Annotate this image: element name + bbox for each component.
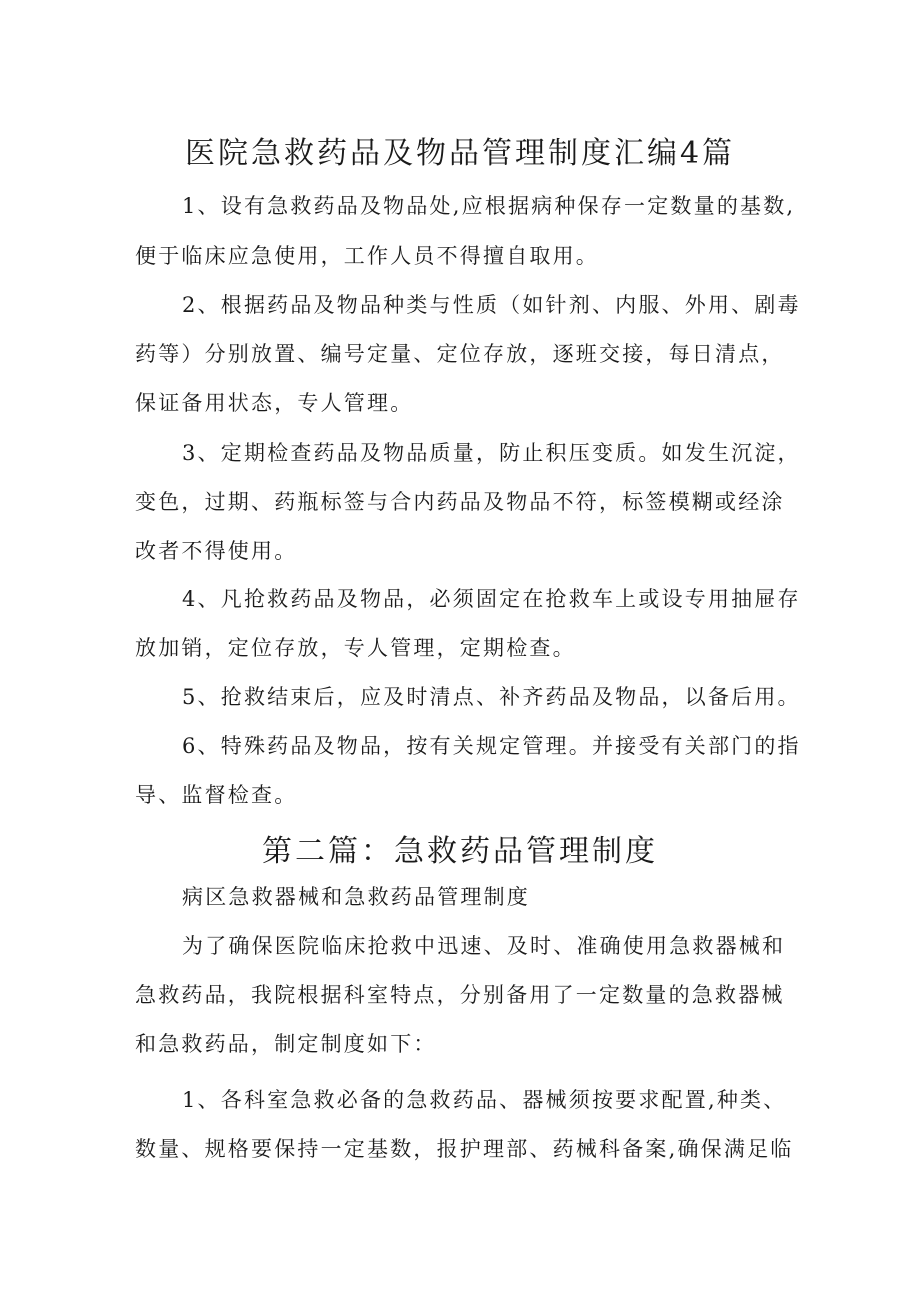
paragraph-6-line-2: 导、监督检查。	[135, 783, 298, 807]
paragraph-4-line-1: 4、凡抢救药品及物品，必须固定在抢救车上或设专用抽屉存	[182, 587, 801, 611]
paragraph-2-line-1: 2、根据药品及物品种类与性质（如针剂、内服、外用、剧毒	[182, 293, 801, 317]
paragraph-3-line-2: 变色，过期、药瓶标签与合内药品及物品不符，标签模糊或经涂	[135, 490, 785, 514]
section-heading: 第二篇：急救药品管理制度	[262, 834, 658, 869]
intro-line-3: 和急救药品，制定制度如下：	[135, 1032, 437, 1056]
rule-1-line-2: 数量、规格要保持一定基数，报护理部、药械科备案,确保满足临	[135, 1137, 794, 1161]
paragraph-5-line-1: 5、抢救结束后，应及时清点、补齐药品及物品，以备后用。	[182, 685, 801, 709]
paragraph-3-line-1: 3、定期检查药品及物品质量，防止积压变质。如发生沉淀，	[182, 441, 801, 465]
intro-line-1: 为了确保医院临床抢救中迅速、及时、准确使用急救器械和	[182, 934, 786, 958]
document-title: 医院急救药品及物品管理制度汇编4篇	[184, 136, 736, 171]
paragraph-1-line-2: 便于临床应急使用，工作人员不得擅自取用。	[135, 244, 599, 268]
paragraph-6-line-1: 6、特殊药品及物品，按有关规定管理。并接受有关部门的指	[182, 734, 801, 758]
intro-line-2: 急救药品，我院根据科室特点，分别备用了一定数量的急救器械	[135, 983, 785, 1007]
paragraph-2-line-2: 药等）分别放置、编号定量、定位存放，逐班交接，每日清点，	[135, 342, 785, 366]
paragraph-2-line-3: 保证备用状态，专人管理。	[135, 391, 414, 415]
subheading: 病区急救器械和急救药品管理制度	[182, 885, 530, 909]
paragraph-4-line-2: 放加销，定位存放，专人管理，定期检查。	[135, 636, 576, 660]
paragraph-1-line-1: 1、设有急救药品及物品处,应根据病种保存一定数量的基数,	[182, 194, 796, 218]
rule-1-line-1: 1、各科室急救必备的急救药品、器械须按要求配置,种类、	[182, 1088, 787, 1112]
paragraph-3-line-3: 改者不得使用。	[135, 539, 298, 563]
